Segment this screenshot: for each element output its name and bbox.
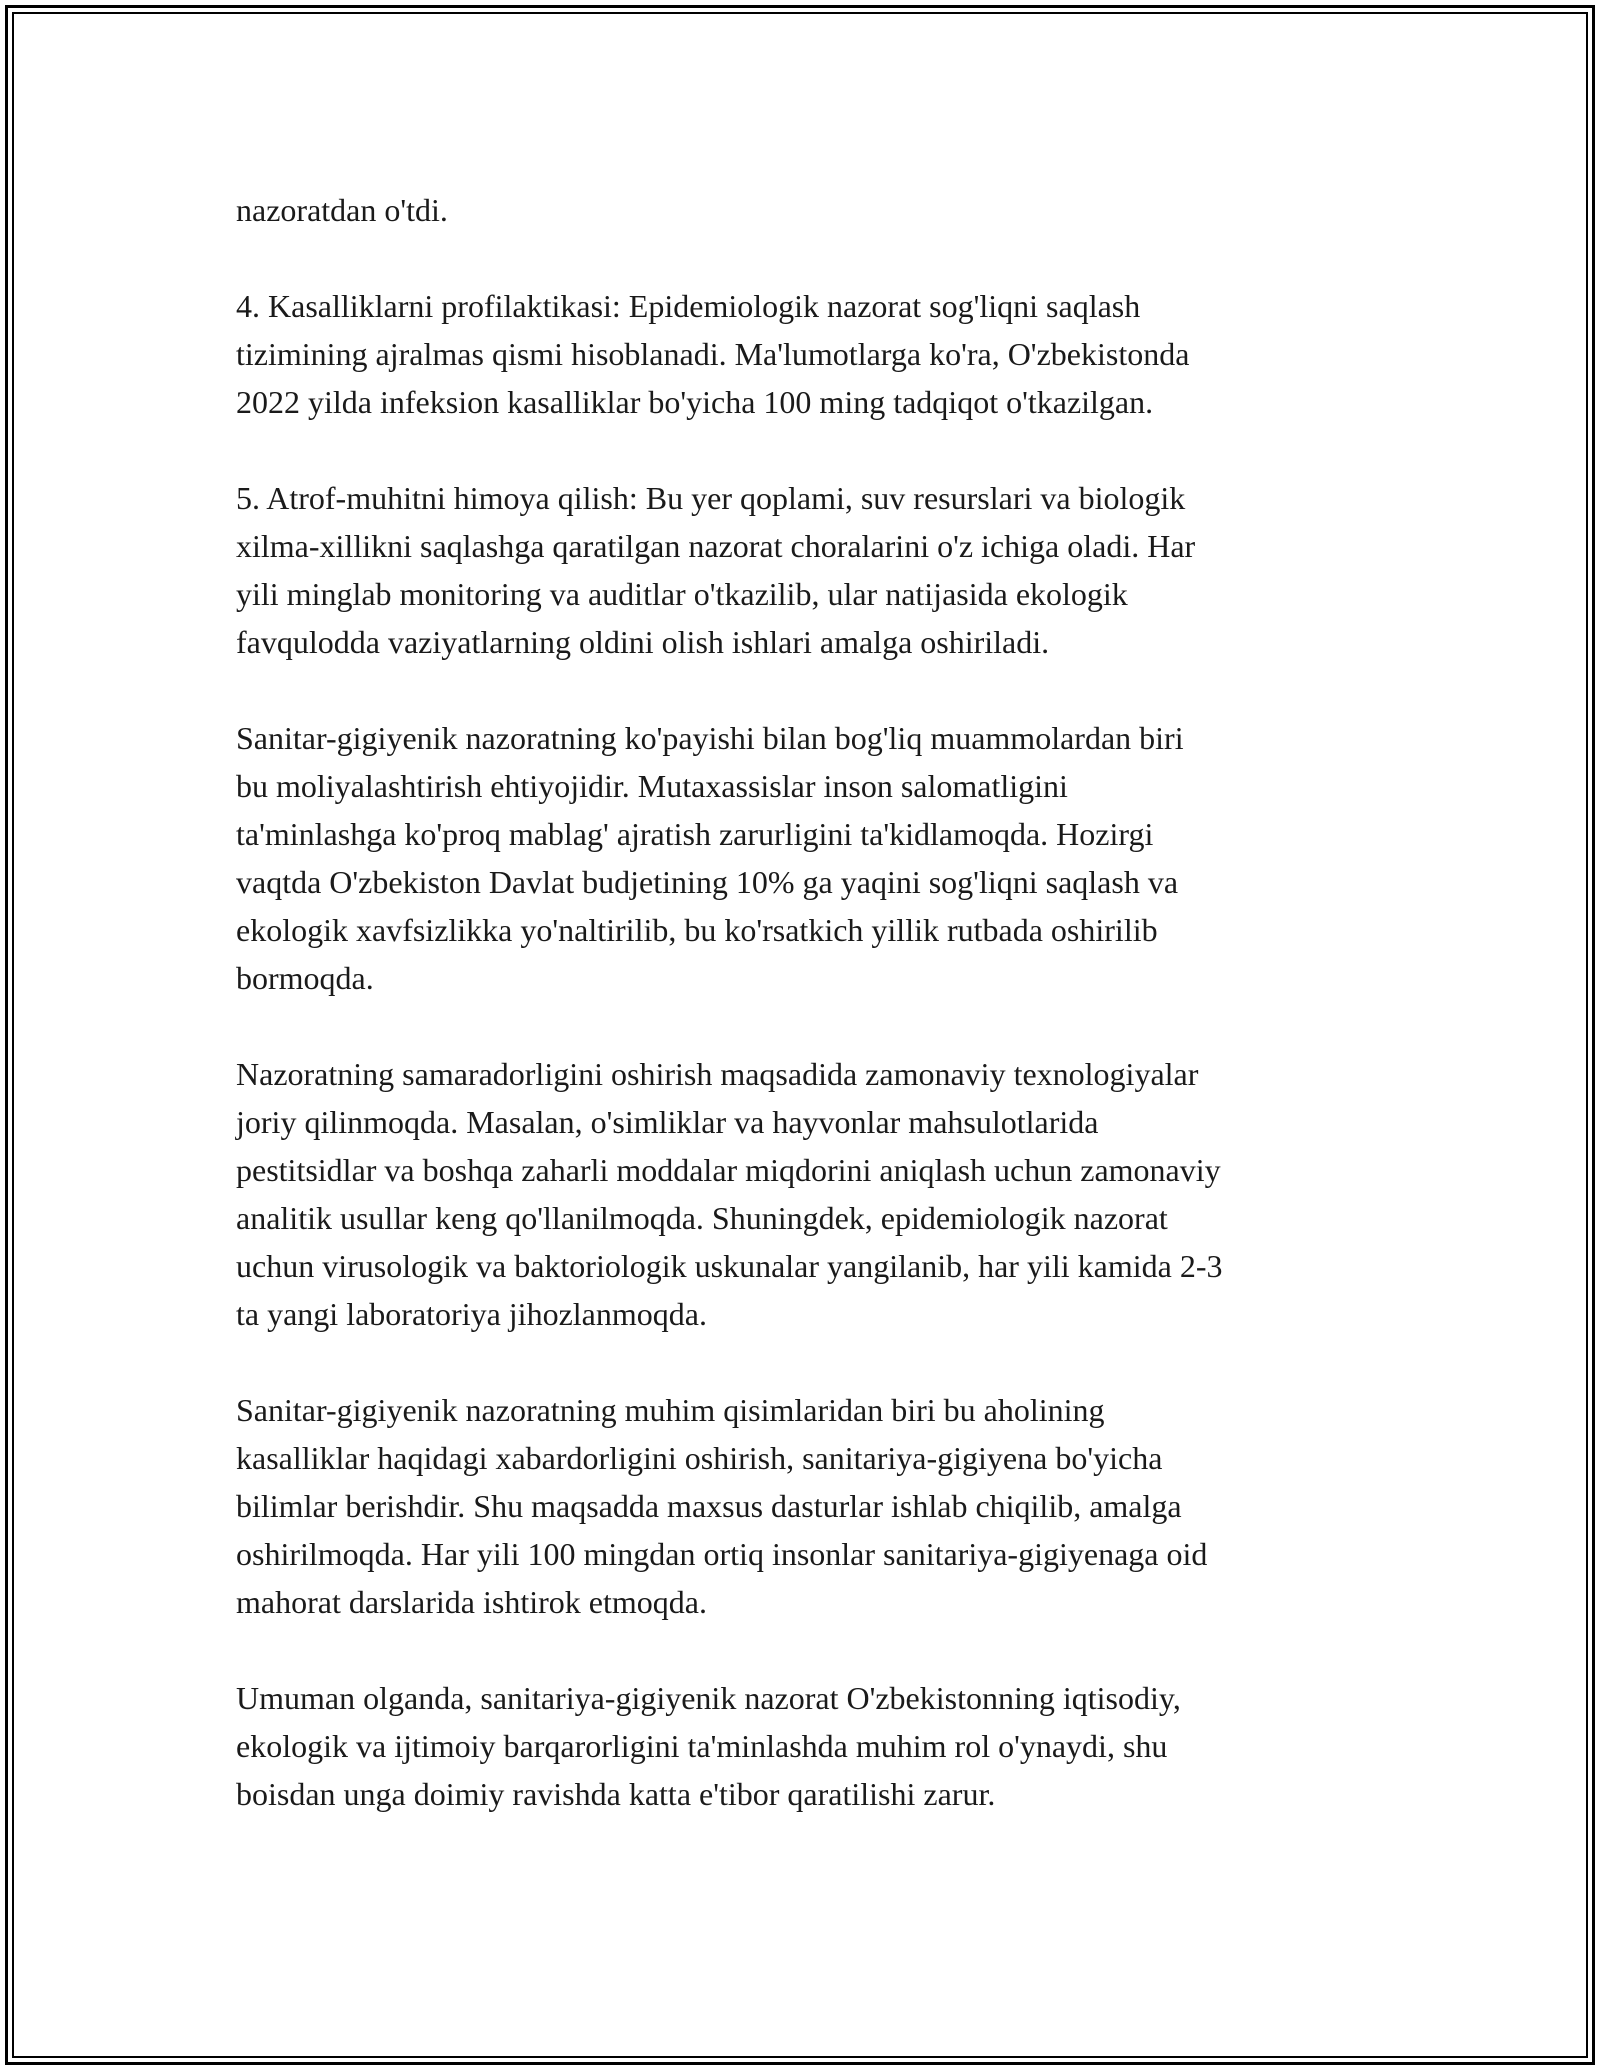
paragraph-technologies: Nazoratning samaradorligini oshirish maqsadida zamonaviy texnologiyalar joriy qilinmoqda. Masalan, o'simliklar va hayvonlar mahsulotlarida pestitsidlar va boshqa zaharli moddalar miqdorini aniqlash uchun zamonaviy analitik usullar keng qo'llanilmoqda. Shuningdek, epidemiologik nazorat uchun virusologik va baktoriologik uskunalar yangilanib, har yili kamida 2-3 ta yangi laboratoriya jihozlanmoqda. <box>236 1056 1223 1332</box>
paragraph-awareness: Sanitar-gigiyenik nazoratning muhim qisimlaridan biri bu aholining kasalliklar haqidagi xabardorligini oshirish, sanitariya-gigiyena bo'yicha bilimlar berishdir. Shu maqsadda maxsus dasturlar ishlab chiqilib, amalga oshirilmoqda. Har yili 100 mingdan ortiq insonlar sanitariya-gigiyenaga oid mahorat darslarida ishtirok etmoqda. <box>236 1392 1208 1620</box>
paragraph-conclusion: Umuman olganda, sanitariya-gigiyenik nazorat O'zbekistonning iqtisodiy, ekologik va ijtimoiy barqarorligini ta'minlashda muhim rol o'ynaydi, shu boisdan unga doimiy ravishda katta e'tibor qaratilishi zarur. <box>236 1680 1181 1812</box>
paragraph-funding: Sanitar-gigiyenik nazoratning ko'payishi bilan bog'liq muammolardan biri bu moliyalashtirish ehtiyojidir. Mutaxassislar inson salomatligini ta'minlashga ko'proq mablag' ajratish zarurligini ta'kidlamoqda. Hozirgi vaqtda O'zbekiston Davlat budjetining 10% ga yaqini sog'liqni saqlash va ekologik xavfsizlikka yo'naltirilib, bu ko'rsatkich yillik rutbada oshirilib bormoqda. <box>236 720 1184 996</box>
paragraph-continuation: nazoratdan o'tdi. <box>236 192 448 228</box>
paragraph-disease-prevention: 4. Kasalliklarni profilaktikasi: Epidemiologik nazorat sog'liqni saqlash tizimining ajralmas qismi hisoblanadi. Ma'lumotlarga ko'ra, O'zbekistonda 2022 yilda infeksion kasalliklar bo'yicha 100 ming tadqiqot o'tkazilgan. <box>236 288 1190 420</box>
document-body <box>236 186 1376 1866</box>
paragraph-environment-protection: 5. Atrof-muhitni himoya qilish: Bu yer qoplami, suv resurslari va biologik xilma-xillikni saqlashga qaratilgan nazorat choralarini o'z ichiga oladi. Har yili minglab monitoring va auditlar o'tkazilib, ular natijasida ekologik favqulodda vaziyatlarning oldini olish ishlari amalga oshiriladi. <box>236 480 1196 660</box>
